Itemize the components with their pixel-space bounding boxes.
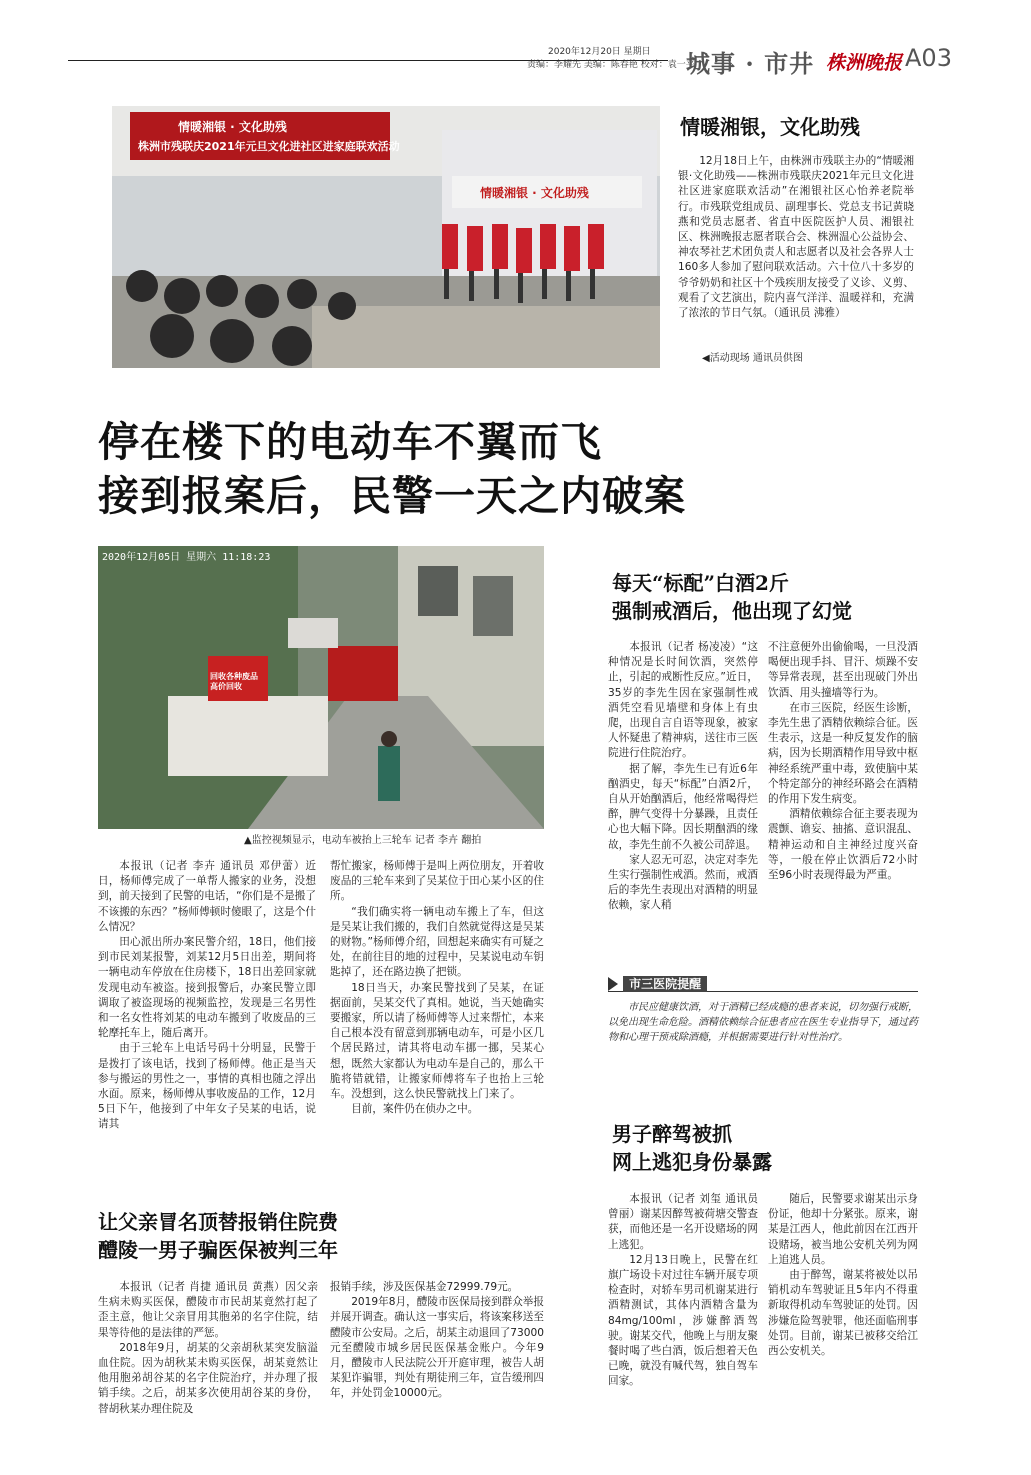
hospital-tip-text: 市民应健康饮酒，对于酒精已经成瘾的患者来说，切勿强行戒断，以免出现生命危险。酒精依赖综合征患者应在医生专业指导下，通过药物和心理干预戒除酒瘾，并根据需要进行针对性治疗。: [608, 1002, 918, 1043]
story3-paragraph: 据了解，李先生已有近6年酗酒史，每天“标配”白酒2斤，自从开始酗酒后，他经常喝得烂醉，脾气变得十分暴躁，且责任心也大幅下降。因长期酗酒的缘故，李先生前不久被公司辞退。: [608, 762, 758, 851]
story1-paragraph: 12月18日上午，由株洲市残联主办的“情暖湘银·文化助残——株洲市残联庆2021年元旦文化进社区进家庭联欢活动”在湘银社区心怡养老院举行。市残联党组成员、副理事长、党总支书记黄晓燕和党员志愿者、省直中医院医护人员、湘银社区、株洲晚报志愿者联合会、株洲温心公益协会、神农琴社艺术团负责人和志愿者以及社会各界人士160多人参加了慰问联欢活动。六十位八十多岁的爷爷奶奶和社区十个残疾朋友接受了义诊、义剪、观看了文艺演出，院内喜气洋洋、温暖祥和，充满了浓浓的节日气氛。（通讯员 沸雅）: [678, 155, 914, 320]
story3-paragraph: 在市三医院，经医生诊断，李先生患了酒精依赖综合征。医生表示，这是一种反复发作的脑病，因为长期酒精作用导致中枢神经系统严重中毒，致使脑中某个特定部分的神经环路会在酒精的作用下发生病变。: [768, 701, 918, 806]
story3-column-2: [768, 640, 918, 883]
photo-banner: 株洲市残联庆2021年元旦文化进社区进家庭联欢活动: [138, 140, 400, 153]
story2-paragraph: 本报讯（记者 李卉 通讯员 邓伊蕾）近日，杨师傅完成了一单帮人搬家的业务，没想到，前天接到了民警的电话，“你们是不是搬了不该搬的东西？”杨师傅顿时傻眼了，这是个什么情况？: [98, 860, 316, 933]
story3-paragraph: 不注意便外出偷偷喝，一旦没酒喝便出现手抖、冒汗、烦躁不安等异常表现，甚至出现破门外出饮酒、用头撞墙等行为。: [768, 641, 918, 699]
story5-column-1: [608, 1192, 758, 1390]
story2-paragraph: 帮忙搬家，杨师傅于是叫上两位朋友，开着收废品的三轮车来到了吴某位于田心某小区的住所。: [330, 860, 544, 903]
story3-paragraph: 家人忍无可忍，决定对李先生实行强制性戒酒。然而，戒酒后的李先生表现出对酒精的明显依赖，家人稍: [608, 853, 758, 912]
story4-column-2: [330, 1280, 544, 1402]
story5-paragraph: 由于醉驾，谢某将被处以吊销机动车驾驶证且5年内不得重新取得机动车驾驶证的处罚。因涉嫌危险驾驶罪，他还面临刑事处罚。目前，谢某已被移交给江西公安机关。: [768, 1269, 918, 1358]
story5-paragraph: 12月13日晚上，民警在红旗广场设卡对过往车辆开展专项检查时，对轿车男司机谢某进行酒精测试，其体内酒精含量为84mg/100ml，涉嫌醉酒驾驶。谢某交代，他晚上与朋友聚餐时喝了些白酒，饭后想着天色已晚，就没有喊代驾，独自驾车回家。: [608, 1253, 758, 1388]
story2-column-1: [98, 859, 316, 1133]
story2-caption: ▲监控视频显示，电动车被抬上三轮车 记者 李卉 翻拍: [244, 835, 482, 846]
section-title: 城事 · 市井: [686, 49, 815, 78]
story2-column-2: [330, 859, 544, 1117]
story1-caption: ◀活动现场 通讯员供图: [702, 353, 803, 364]
event-photo: [112, 106, 660, 368]
header-editors: 责编：李耀先 美编：陈春艳 校对：袁一平: [527, 60, 695, 70]
story5-title-line2: 网上逃犯身份暴露: [612, 1150, 772, 1174]
story4-paragraph: 2019年8月，醴陵市医保局接到群众举报并展开调查。确认这一事实后，将该案移送至醴陵市公安局。之后，胡某主动退回了73000元至醴陵市城乡居民医保基金账户。今年9月，醴陵市人民法院公开开庭审理，被告人胡某犯诈骗罪，判处有期徒刑三年，宣告缓刑四年，并处罚金10000元。: [330, 1296, 544, 1400]
story4-title-line2: 醴陵一男子骗医保被判三年: [98, 1238, 338, 1262]
story5-paragraph: 本报讯（记者 刘玺 通讯员 曾丽）谢某因醉驾被荷塘交警查获，而他还是一名开设赌场的网上逃犯。: [608, 1193, 758, 1251]
photo-banner-top: 情暖湘银 · 文化助残: [178, 120, 287, 134]
story4-paragraph: 2018年9月，胡某的父亲胡秋某突发脑溢血住院。因为胡秋某未购买医保，胡某竟然让他用胞弟胡谷某的名字住院治疗，并办理了报销手续。之后，胡某多次使用胡谷某的身份，替胡秋某办理住院及: [98, 1341, 318, 1415]
story4-title-line1: 让父亲冒名顶替报销住院费: [98, 1210, 338, 1234]
header-date: 2020年12月20日 星期日: [548, 47, 651, 57]
story2-paragraph: 由于三轮车上电话号码十分明显，民警于是拨打了该电话，找到了杨师傅。他正是当天参与搬运的男性之一，事情的真相也随之浮出水面。原来，杨师傅从事收废品的工作，12月5日下午，他接到了中年女子吴某的电话，说请其: [98, 1042, 316, 1131]
story2-paragraph: 目前，案件仍在侦办之中。: [351, 1103, 479, 1116]
surveillance-scene-image: [98, 546, 544, 829]
arrow-icon: [608, 977, 618, 991]
photo-timestamp: 2020年12月05日 星期六 11:18:23: [102, 552, 271, 563]
story2-paragraph: 田心派出所办案民警介绍，18日，他们接到市民刘某报警，刘某12月5日出差，期间将一辆电动车停放在住房楼下，18日出差回家就发现电动车被盗。接到报警后，办案民警立即调取了被盗现场的视频监控，发现是三名男性和一名女性将刘某的电动车搬到了收废品的三轮摩托车上，随后离开。: [98, 936, 316, 1040]
story3-title-line1: 每天“标配”白酒2斤: [612, 571, 789, 595]
photo-stage-text: 情暖湘银 · 文化助残: [480, 186, 589, 200]
hospital-tip-label: 市三医院提醒: [623, 976, 707, 992]
story3-column-1: [608, 640, 758, 914]
page-number: A03: [905, 44, 952, 72]
brand-logo: 株洲晚报: [826, 52, 903, 74]
story2-paragraph: “我们确实将一辆电动车搬上了车，但这是吴某让我们搬的，我们自然就觉得这是吴某的财物。”杨师傅介绍，回想起来确实有可疑之处，在前往目的地的过程中，吴某说电动车钥匙掉了，还在路边换了把锁。: [330, 905, 544, 979]
story5-paragraph: 随后，民警要求谢某出示身份证，他却十分紧张。原来，谢某是江西人，他此前因在江西开设赌场，被当地公安机关列为网上追逃人员。: [768, 1193, 918, 1266]
story3-paragraph: 本报讯（记者 杨凌凌）“这种情况是长时间饮酒，突然停止，引起的戒断性反应。”近日，35岁的李先生因在家强制性戒酒凭空看见墙壁和身体上有虫爬，出现自言自语等现象，被家人怀疑患了精神病，送往市三医院进行住院治疗。: [608, 641, 758, 760]
story1-title: 情暖湘银，文化助残: [680, 115, 860, 139]
story5-title-line1: 男子醉驾被抓: [612, 1122, 732, 1146]
hospital-tip-body: [608, 1000, 918, 1045]
story4-paragraph: 报销手续，涉及医保基金72999.79元。: [330, 1281, 519, 1293]
story2-title-line2: 接到报案后，民警一天之内破案: [98, 472, 686, 520]
story3-title-line2: 强制戒酒后，他出现了幻觉: [612, 599, 852, 623]
story4-column-1: [98, 1280, 318, 1417]
story4-paragraph: 本报讯（记者 肖捷 通讯员 黄燕）因父亲生病未购买医保，醴陵市市民胡某竟然打起了歪主意，他让父亲冒用其胞弟的名字住院，结果等待他的是法律的严惩。: [98, 1281, 318, 1339]
story3-paragraph: 酒精依赖综合征主要表现为震颤、谵妄、抽搐、意识混乱、精神运动和自主神经过度兴奋等，一般在停止饮酒后72小时至96小时表现得最为严重。: [768, 808, 918, 882]
story2-title-line1: 停在楼下的电动车不翼而飞: [98, 418, 602, 466]
photo-tricycle-sign: 回收各种废品 高价回收: [210, 672, 258, 691]
story2-paragraph: 18日当天，办案民警找到了吴某，在证据面前，吴某交代了真相。她说，当天她确实要搬家，所以请了杨师傅等人过来帮忙，本来自己根本没有留意到那辆电动车，可是小区几个居民路过，请其将电动车挪一挪，吴某心想，既然大家都认为电动车是自己的，那么干脆将错就错，让搬家师傅将车子也抬上三轮车。没想到，这么快民警就找上门来了。: [330, 981, 544, 1101]
surveillance-photo: [98, 546, 544, 829]
story1-body: [678, 154, 914, 321]
story5-column-2: [768, 1192, 918, 1359]
hospital-tip-header: [608, 973, 918, 992]
